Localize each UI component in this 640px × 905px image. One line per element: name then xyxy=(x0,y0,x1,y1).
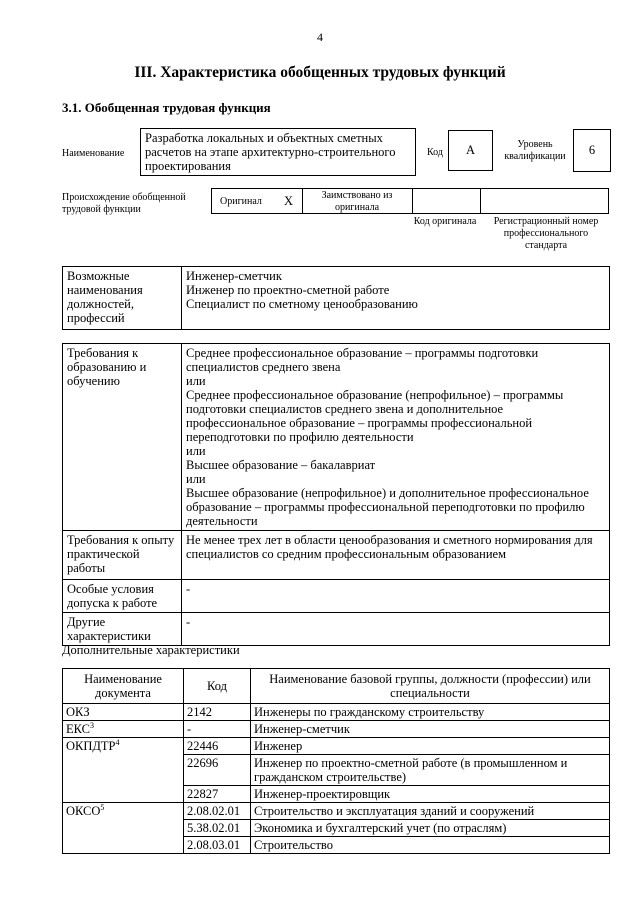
name-value: Разработка локальных и объектных сметных расчетов на этапе архитектурно-строительного проектирования xyxy=(140,128,416,176)
name-cell: Инженеры по гражданскому строительству xyxy=(251,704,610,721)
name-cell: Инженер-проектировщик xyxy=(251,786,610,803)
req-line: или xyxy=(186,444,206,458)
req-admission-value: - xyxy=(182,580,610,613)
position-item: Инженер по проектно-сметной работе xyxy=(186,283,390,297)
req-line: Среднее профессиональное образование – программы подготовки специалистов среднего звена xyxy=(186,346,539,374)
position-item: Инженер-сметчик xyxy=(186,269,282,283)
req-line: или xyxy=(186,472,206,486)
name-label: Наименование xyxy=(62,148,125,159)
doc-name: ОКЗ xyxy=(66,705,90,719)
origin-label: Происхождение обобщенной трудовой функции xyxy=(62,192,186,215)
position-item: Специалист по сметному ценообразованию xyxy=(186,297,418,311)
code-label: Код xyxy=(427,147,443,158)
req-education-value xyxy=(182,344,610,531)
positions-list xyxy=(182,267,610,330)
doc-cell xyxy=(63,704,184,721)
doc-cell xyxy=(63,721,184,738)
name-cell: Инженер по проектно-сметной работе (в промышленном и гражданском строительстве) xyxy=(251,755,610,786)
additional-table xyxy=(62,668,610,854)
doc-name: ОКПДТР xyxy=(66,739,116,753)
footnote-ref: 4 xyxy=(115,737,120,747)
origin-box xyxy=(211,188,609,214)
doc-name: ЕКС xyxy=(66,722,90,736)
col-doc-header: Наименование документа xyxy=(63,669,184,704)
footnote-ref: 3 xyxy=(90,720,94,730)
code-cell: 2142 xyxy=(184,704,251,721)
code-cell: 22827 xyxy=(184,786,251,803)
positions-table xyxy=(62,266,610,330)
original-mark: X xyxy=(284,194,294,208)
name-cell: Экономика и бухгалтерский учет (по отраслям) xyxy=(251,820,610,837)
level-label: Уровень квалификации xyxy=(504,139,566,162)
code-cell: 22696 xyxy=(184,755,251,786)
req-line: Высшее образование – бакалавриат xyxy=(186,458,376,472)
code-value: А xyxy=(448,130,493,171)
code-original-label: Код оригинала xyxy=(413,216,477,227)
code-cell: 2.08.02.01 xyxy=(184,803,251,820)
requirements-table xyxy=(62,343,610,646)
reg-number-label: Регистрационный номер профессионального стандарта xyxy=(493,216,599,251)
req-other-value: - xyxy=(182,613,610,646)
doc-cell xyxy=(63,803,184,854)
name-cell: Инженер xyxy=(251,738,610,755)
req-experience-label: Требования к опыту практической работы xyxy=(63,531,182,580)
name-cell: Инженер-сметчик xyxy=(251,721,610,738)
col-name-header: Наименование базовой группы, должности (профессии) или специальности xyxy=(251,669,610,704)
divider xyxy=(480,188,481,214)
name-cell: Строительство и эксплуатация зданий и сооружений xyxy=(251,803,610,820)
subsection-title: 3.1. Обобщенная трудовая функция xyxy=(62,100,271,115)
code-cell: 2.08.03.01 xyxy=(184,837,251,854)
page-number: 4 xyxy=(317,30,323,44)
code-cell: 5.38.02.01 xyxy=(184,820,251,837)
doc-cell xyxy=(63,738,184,803)
req-line: или xyxy=(186,374,206,388)
req-experience-value: Не менее трех лет в области ценообразования и сметного нормирования для специалистов со средним профессиональным образованием xyxy=(182,531,610,580)
additional-title: Дополнительные характеристики xyxy=(62,643,240,657)
col-code-header: Код xyxy=(184,669,251,704)
code-cell: - xyxy=(184,721,251,738)
doc-name: ОКСО xyxy=(66,804,101,818)
req-admission-label: Особые условия допуска к работе xyxy=(63,580,182,613)
footnote-ref: 5 xyxy=(100,802,105,812)
positions-label: Возможные наименования должностей, профессий xyxy=(63,267,182,330)
req-line: Среднее профессиональное образование (непрофильное) – программы подготовки специалистов среднего звена и дополнительное профессиональное образование – программы профессиональной переподготовки по профилю деятельности xyxy=(186,388,564,444)
name-cell: Строительство xyxy=(251,837,610,854)
borrowed-label: Заимствовано из оригинала xyxy=(321,190,393,213)
original-label: Оригинал xyxy=(220,196,262,207)
section-title: III. Характеристика обобщенных трудовых функций xyxy=(134,64,506,81)
level-value: 6 xyxy=(573,129,611,172)
req-line: Высшее образование (непрофильное) и дополнительное профессиональное образование – программы профессиональной переподготовки по профилю деятельности xyxy=(186,486,589,528)
req-other-label: Другие характеристики xyxy=(63,613,182,646)
req-education-label: Требования к образованию и обучению xyxy=(63,344,182,531)
divider xyxy=(302,188,303,214)
divider xyxy=(412,188,413,214)
code-cell: 22446 xyxy=(184,738,251,755)
